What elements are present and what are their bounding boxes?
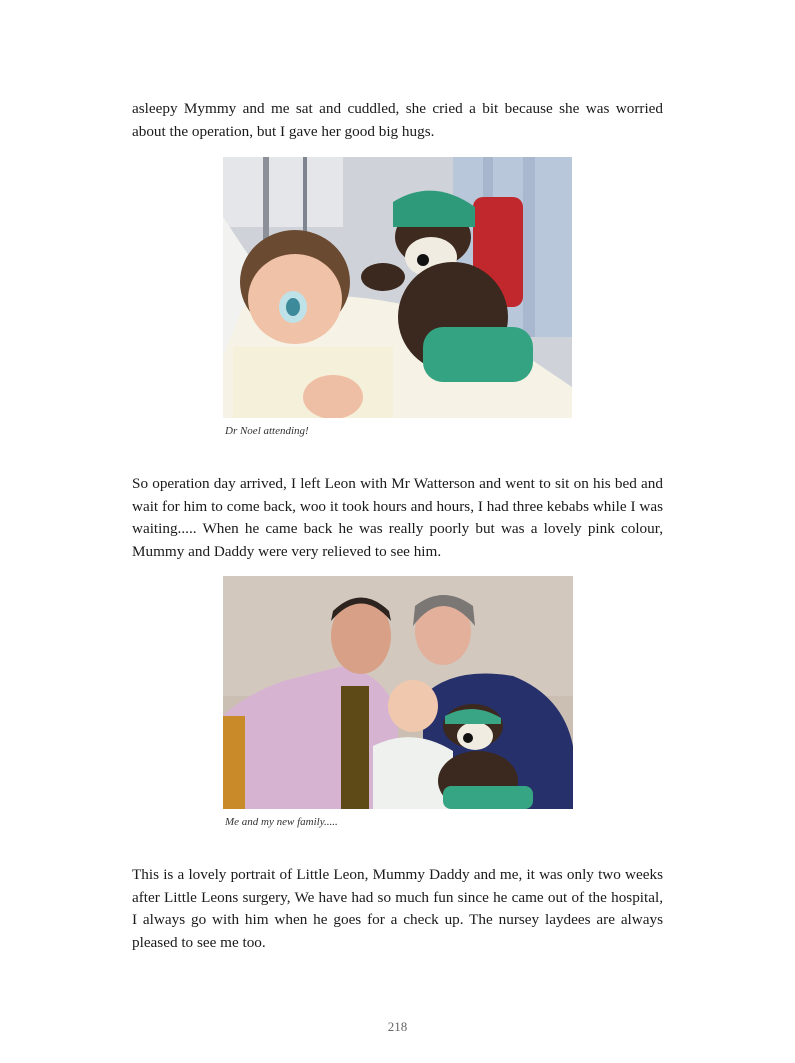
paragraph-intro: asleepy Mymmy and me sat and cuddled, she cried a bit because she was worried about the operation, but I gave her good big hugs.	[132, 100, 663, 140]
photo-family-portrait	[223, 576, 573, 809]
family-portrait-image	[223, 576, 573, 809]
caption-photo-2: Me and my new family.....	[225, 816, 338, 828]
photo-hospital-bed	[223, 157, 572, 418]
page-number: 218	[387, 1019, 408, 1034]
paragraph-operation-day: So operation day arrived, I left Leon with Mr Watterson and went to sit on his bed and wait for him to come back, woo it took hours and hours, I had three kebabs while I was waiting..... When he came back he was really poorly but was a lovely pink colour, Mummy and Daddy were very relieved to see him.	[132, 475, 663, 560]
caption-photo-1: Dr Noel attending!	[225, 425, 309, 437]
paragraph-portrait: This is a lovely portrait of Little Leon, Mummy Daddy and me, it was only two weeks after Little Leons surgery, We have had so much fun since he came out of the hospital, I always go with him when he goes for a check up. The nursey laydees are always pleased to see me too.	[132, 866, 663, 951]
hospital-bed-image	[223, 157, 572, 418]
